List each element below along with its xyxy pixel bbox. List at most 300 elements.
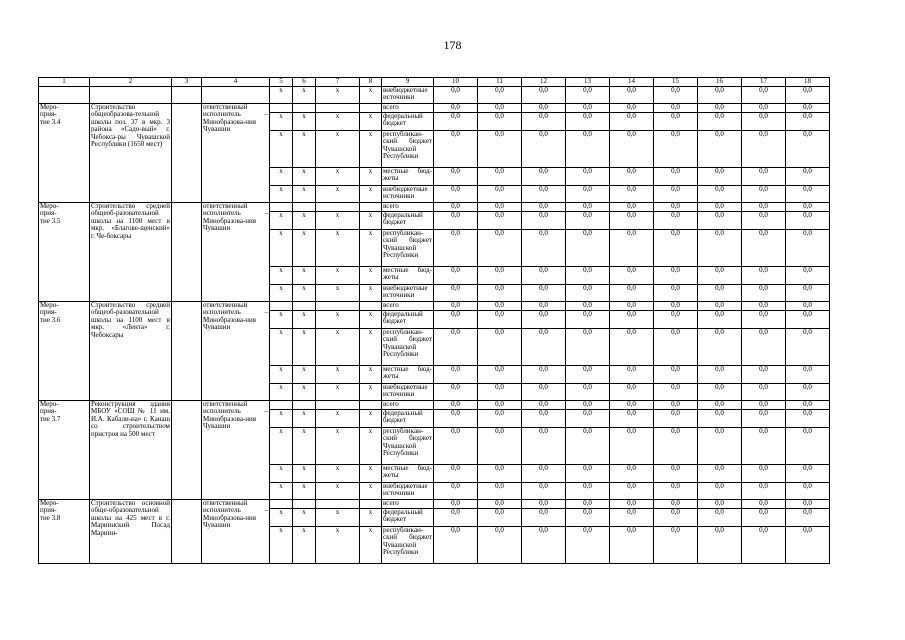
value-cell: 0,0 (610, 212, 654, 230)
x-mark-cell: х (360, 168, 382, 186)
value-cell: 0,0 (522, 428, 566, 465)
x-mark-cell: х (293, 212, 316, 230)
value-cell: 0,0 (434, 410, 478, 428)
value-cell: 0,0 (566, 168, 610, 186)
value-cell: 0,0 (434, 230, 478, 267)
value-cell: 0,0 (698, 500, 742, 509)
value-cell: 0,0 (522, 465, 566, 483)
value-cell: 0,0 (786, 329, 830, 366)
x-mark-cell (316, 302, 360, 311)
x-mark-cell (316, 500, 360, 509)
value-cell: 0,0 (742, 401, 786, 410)
column-number: 3 (172, 78, 202, 87)
x-mark-cell: х (360, 87, 382, 104)
value-cell: 0,0 (654, 113, 698, 131)
value-cell: 0,0 (434, 131, 478, 168)
x-mark-cell: х (293, 410, 316, 428)
value-cell: 0,0 (610, 410, 654, 428)
value-cell: 0,0 (522, 527, 566, 564)
value-cell: 0,0 (610, 285, 654, 302)
value-cell: 0,0 (786, 186, 830, 203)
x-mark-cell (360, 203, 382, 212)
value-cell: 0,0 (698, 212, 742, 230)
value-cell: 0,0 (654, 267, 698, 285)
value-cell: 0,0 (698, 285, 742, 302)
x-mark-cell: х (270, 428, 293, 465)
funding-source-cell: всего (382, 104, 434, 113)
value-cell: 0,0 (786, 212, 830, 230)
value-cell: 0,0 (522, 87, 566, 104)
funding-source-cell: внебюджетные источники (382, 87, 434, 104)
value-cell: 0,0 (434, 285, 478, 302)
x-mark-cell: х (270, 483, 293, 500)
x-mark-cell: х (316, 212, 360, 230)
funding-source-cell: всего (382, 401, 434, 410)
value-cell: 0,0 (566, 230, 610, 267)
value-cell: 0,0 (610, 168, 654, 186)
event-label: Меро- прия- тие 3.5 (40, 202, 61, 225)
value-cell: 0,0 (654, 329, 698, 366)
x-mark-cell: х (270, 267, 293, 285)
value-cell: 0,0 (522, 285, 566, 302)
value-cell: 0,0 (478, 329, 522, 366)
value-cell: 0,0 (654, 311, 698, 329)
column-number: 5 (270, 78, 293, 87)
responsible-executor: ответственный исполнитель – Минобразова-ния Чувашии (203, 499, 268, 530)
funding-source-cell: всего (382, 302, 434, 311)
funding-source-cell: местные бюд-жеты (382, 465, 434, 483)
x-mark-cell: х (293, 311, 316, 329)
value-cell: 0,0 (786, 410, 830, 428)
x-mark-cell: х (293, 329, 316, 366)
funding-source-cell: федеральный бюджет (382, 212, 434, 230)
x-mark-cell: х (270, 168, 293, 186)
value-cell: 0,0 (610, 131, 654, 168)
value-cell: 0,0 (478, 203, 522, 212)
event-label-cell (39, 500, 90, 564)
x-mark-cell: х (270, 212, 293, 230)
responsible-executor: ответственный исполнитель – Минобразова-ния Чувашии (203, 202, 268, 233)
x-mark-cell: х (360, 366, 382, 384)
x-mark-cell (316, 401, 360, 410)
value-cell: 0,0 (654, 285, 698, 302)
column-number: 17 (742, 78, 786, 87)
value-cell: 0,0 (478, 410, 522, 428)
value-cell: 0,0 (786, 500, 830, 509)
x-mark-cell: х (270, 113, 293, 131)
value-cell: 0,0 (742, 465, 786, 483)
value-cell: 0,0 (478, 131, 522, 168)
x-mark-cell: х (270, 131, 293, 168)
value-cell: 0,0 (478, 267, 522, 285)
x-mark-cell: х (293, 113, 316, 131)
value-cell: 0,0 (654, 483, 698, 500)
value-cell: 0,0 (566, 87, 610, 104)
funding-source-cell: всего (382, 500, 434, 509)
x-mark-cell: х (293, 131, 316, 168)
value-cell: 0,0 (434, 483, 478, 500)
value-cell: 0,0 (742, 104, 786, 113)
value-cell: 0,0 (742, 329, 786, 366)
event-label: Меро- прия- тие 3.4 (40, 103, 61, 126)
responsible-executor: ответственный исполнитель – Минобразова-ния Чувашии (203, 103, 268, 134)
x-mark-cell: х (316, 483, 360, 500)
value-cell: 0,0 (478, 168, 522, 186)
value-cell: 0,0 (522, 500, 566, 509)
x-mark-cell: х (316, 311, 360, 329)
column-number: 9 (382, 78, 434, 87)
value-cell: 0,0 (478, 500, 522, 509)
x-mark-cell: х (293, 168, 316, 186)
value-cell: 0,0 (478, 212, 522, 230)
value-cell: 0,0 (610, 113, 654, 131)
value-cell: 0,0 (786, 168, 830, 186)
value-cell: 0,0 (434, 500, 478, 509)
funding-source-cell: внебюджетные источники (382, 186, 434, 203)
value-cell: 0,0 (478, 285, 522, 302)
column-number: 4 (202, 78, 270, 87)
x-mark-cell: х (293, 186, 316, 203)
value-cell: 0,0 (786, 131, 830, 168)
x-mark-cell: х (316, 384, 360, 401)
value-cell: 0,0 (786, 87, 830, 104)
value-cell: 0,0 (786, 311, 830, 329)
value-cell: 0,0 (698, 428, 742, 465)
value-cell: 0,0 (434, 329, 478, 366)
value-cell: 0,0 (654, 203, 698, 212)
value-cell: 0,0 (610, 401, 654, 410)
event-description: Строительство основной обще-образовательной школы на 425 мест в г. Мариинский Посад Мариин- (91, 499, 170, 537)
value-cell: 0,0 (434, 311, 478, 329)
value-cell: 0,0 (698, 113, 742, 131)
x-mark-cell: х (360, 285, 382, 302)
value-cell: 0,0 (478, 186, 522, 203)
value-cell: 0,0 (522, 186, 566, 203)
x-mark-cell: х (270, 527, 293, 564)
funding-source-cell: местные бюд-жеты (382, 168, 434, 186)
table-row (39, 203, 830, 212)
value-cell: 0,0 (654, 87, 698, 104)
x-mark-cell: х (316, 230, 360, 267)
value-cell: 0,0 (654, 186, 698, 203)
value-cell: 0,0 (698, 401, 742, 410)
x-mark-cell: х (360, 509, 382, 527)
value-cell: 0,0 (698, 168, 742, 186)
value-cell: 0,0 (654, 230, 698, 267)
x-mark-cell: х (360, 384, 382, 401)
responsible-cell (202, 401, 270, 500)
value-cell: 0,0 (566, 285, 610, 302)
funding-source-cell: республикан-ский бюджет Чувашской Республики (382, 131, 434, 168)
column-number: 16 (698, 78, 742, 87)
value-cell: 0,0 (698, 311, 742, 329)
value-cell: 0,0 (522, 203, 566, 212)
value-cell: 0,0 (566, 366, 610, 384)
event-description-cell (90, 401, 172, 500)
value-cell: 0,0 (698, 465, 742, 483)
value-cell: 0,0 (742, 168, 786, 186)
x-mark-cell: х (360, 483, 382, 500)
value-cell: 0,0 (786, 104, 830, 113)
value-cell: 0,0 (786, 366, 830, 384)
x-mark-cell: х (293, 483, 316, 500)
funding-source-cell: внебюджетные источники (382, 483, 434, 500)
value-cell: 0,0 (434, 212, 478, 230)
value-cell: 0,0 (610, 87, 654, 104)
funding-source-cell: республикан-ский бюджет Чувашской Республики (382, 527, 434, 564)
page-number: 178 (443, 38, 462, 52)
x-mark-cell: х (270, 509, 293, 527)
blank-cell (172, 87, 202, 104)
value-cell: 0,0 (742, 509, 786, 527)
x-mark-cell: х (316, 366, 360, 384)
value-cell: 0,0 (654, 366, 698, 384)
value-cell: 0,0 (742, 428, 786, 465)
value-cell: 0,0 (434, 401, 478, 410)
value-cell: 0,0 (566, 311, 610, 329)
funding-source-cell: федеральный бюджет (382, 410, 434, 428)
value-cell: 0,0 (698, 267, 742, 285)
x-mark-cell (316, 203, 360, 212)
value-cell: 0,0 (522, 384, 566, 401)
value-cell: 0,0 (478, 401, 522, 410)
value-cell: 0,0 (698, 329, 742, 366)
x-mark-cell: х (360, 311, 382, 329)
x-mark-cell: х (293, 87, 316, 104)
value-cell: 0,0 (434, 113, 478, 131)
value-cell: 0,0 (522, 267, 566, 285)
value-cell: 0,0 (610, 384, 654, 401)
value-cell: 0,0 (610, 428, 654, 465)
x-mark-cell: х (270, 384, 293, 401)
table-row (39, 104, 830, 113)
value-cell: 0,0 (742, 267, 786, 285)
value-cell: 0,0 (566, 113, 610, 131)
value-cell: 0,0 (566, 267, 610, 285)
x-mark-cell: х (360, 186, 382, 203)
value-cell: 0,0 (610, 366, 654, 384)
event-label: Меро- прия- тие 3.7 (40, 400, 61, 423)
value-cell: 0,0 (786, 285, 830, 302)
value-cell: 0,0 (434, 384, 478, 401)
x-mark-cell (270, 203, 293, 212)
value-cell: 0,0 (698, 483, 742, 500)
value-cell: 0,0 (786, 465, 830, 483)
value-cell: 0,0 (566, 527, 610, 564)
x-mark-cell: х (316, 267, 360, 285)
value-cell: 0,0 (654, 212, 698, 230)
value-cell: 0,0 (522, 410, 566, 428)
value-cell: 0,0 (698, 366, 742, 384)
event-description-cell (90, 203, 172, 302)
value-cell: 0,0 (478, 527, 522, 564)
x-mark-cell: х (316, 428, 360, 465)
x-mark-cell (293, 203, 316, 212)
responsible-cell (202, 500, 270, 564)
value-cell: 0,0 (654, 509, 698, 527)
column-number: 11 (478, 78, 522, 87)
value-cell: 0,0 (786, 527, 830, 564)
value-cell: 0,0 (434, 465, 478, 483)
value-cell: 0,0 (654, 500, 698, 509)
value-cell: 0,0 (698, 203, 742, 212)
x-mark-cell: х (316, 285, 360, 302)
x-mark-cell: х (360, 329, 382, 366)
value-cell: 0,0 (742, 483, 786, 500)
x-mark-cell: х (316, 131, 360, 168)
value-cell: 0,0 (522, 401, 566, 410)
value-cell: 0,0 (654, 302, 698, 311)
x-mark-cell (316, 104, 360, 113)
value-cell: 0,0 (698, 410, 742, 428)
funding-source-cell: внебюджетные источники (382, 285, 434, 302)
value-cell: 0,0 (610, 104, 654, 113)
table-row (39, 87, 830, 104)
value-cell: 0,0 (610, 527, 654, 564)
value-cell: 0,0 (434, 104, 478, 113)
column-number: 15 (654, 78, 698, 87)
value-cell: 0,0 (566, 410, 610, 428)
value-cell: 0,0 (742, 186, 786, 203)
value-cell: 0,0 (566, 203, 610, 212)
value-cell: 0,0 (522, 366, 566, 384)
value-cell: 0,0 (742, 366, 786, 384)
value-cell: 0,0 (434, 366, 478, 384)
value-cell: 0,0 (478, 302, 522, 311)
value-cell: 0,0 (610, 311, 654, 329)
value-cell: 0,0 (698, 527, 742, 564)
x-mark-cell (360, 401, 382, 410)
value-cell: 0,0 (786, 509, 830, 527)
funding-source-cell: республикан-ский бюджет Чувашской Республики (382, 329, 434, 366)
x-mark-cell: х (360, 527, 382, 564)
value-cell: 0,0 (610, 483, 654, 500)
x-mark-cell: х (316, 186, 360, 203)
value-cell: 0,0 (478, 230, 522, 267)
column-number: 1 (39, 78, 90, 87)
budget-table (38, 77, 830, 564)
x-mark-cell (360, 104, 382, 113)
value-cell: 0,0 (522, 329, 566, 366)
value-cell: 0,0 (522, 168, 566, 186)
event-description-cell (90, 87, 172, 104)
value-cell: 0,0 (742, 384, 786, 401)
value-cell: 0,0 (522, 104, 566, 113)
value-cell: 0,0 (522, 302, 566, 311)
value-cell: 0,0 (610, 329, 654, 366)
value-cell: 0,0 (742, 212, 786, 230)
funding-source-cell: федеральный бюджет (382, 113, 434, 131)
x-mark-cell: х (316, 329, 360, 366)
table-row (39, 302, 830, 311)
x-mark-cell: х (316, 87, 360, 104)
x-mark-cell: х (270, 285, 293, 302)
value-cell: 0,0 (478, 104, 522, 113)
value-cell: 0,0 (478, 87, 522, 104)
table-row (39, 401, 830, 410)
value-cell: 0,0 (742, 410, 786, 428)
x-mark-cell: х (316, 527, 360, 564)
value-cell: 0,0 (566, 500, 610, 509)
column-number: 8 (360, 78, 382, 87)
x-mark-cell: х (270, 410, 293, 428)
value-cell: 0,0 (610, 500, 654, 509)
value-cell: 0,0 (654, 410, 698, 428)
value-cell: 0,0 (610, 186, 654, 203)
table-body (39, 87, 830, 564)
value-cell: 0,0 (654, 527, 698, 564)
value-cell: 0,0 (698, 230, 742, 267)
x-mark-cell: х (293, 267, 316, 285)
value-cell: 0,0 (698, 186, 742, 203)
x-mark-cell: х (316, 509, 360, 527)
x-mark-cell: х (270, 465, 293, 483)
x-mark-cell: х (293, 230, 316, 267)
value-cell: 0,0 (566, 186, 610, 203)
column-number: 2 (90, 78, 172, 87)
event-label-cell (39, 203, 90, 302)
value-cell: 0,0 (522, 212, 566, 230)
x-mark-cell: х (316, 410, 360, 428)
x-mark-cell: х (270, 230, 293, 267)
x-mark-cell: х (360, 113, 382, 131)
value-cell: 0,0 (786, 428, 830, 465)
value-cell: 0,0 (478, 465, 522, 483)
value-cell: 0,0 (478, 311, 522, 329)
responsible-executor: ответственный исполнитель – Минобразова-ния Чувашии (203, 400, 268, 431)
value-cell: 0,0 (654, 401, 698, 410)
value-cell: 0,0 (786, 113, 830, 131)
funding-source-cell: местные бюд-жеты (382, 267, 434, 285)
event-description: Строительство средней общеоб-разовательной школы на 1100 мест в мкр. «Лента» г. Чебоксары (91, 301, 170, 339)
value-cell: 0,0 (522, 311, 566, 329)
value-cell: 0,0 (786, 302, 830, 311)
value-cell: 0,0 (654, 465, 698, 483)
event-description: Строительство общеобразова-тельной школы поз. 37 в мкр. 3 района «Садо-вый» г. Чебокса-ры Чувашской Республики (1650 мест) (91, 103, 170, 149)
value-cell: 0,0 (742, 311, 786, 329)
value-cell: 0,0 (654, 131, 698, 168)
value-cell: 0,0 (742, 131, 786, 168)
x-mark-cell: х (270, 186, 293, 203)
event-description: Строительство средней общеоб-разовательной школы на 1100 мест в мкр. «Благове-щенский» г. Че-боксары (91, 202, 170, 240)
value-cell: 0,0 (698, 384, 742, 401)
value-cell: 0,0 (566, 483, 610, 500)
x-mark-cell (270, 401, 293, 410)
responsible-executor: ответственный исполнитель – Минобразова-ния Чувашии (203, 301, 268, 332)
column-number: 13 (566, 78, 610, 87)
value-cell: 0,0 (786, 230, 830, 267)
value-cell: 0,0 (698, 131, 742, 168)
responsible-cell (202, 87, 270, 104)
value-cell: 0,0 (566, 384, 610, 401)
value-cell: 0,0 (478, 384, 522, 401)
x-mark-cell: х (316, 168, 360, 186)
funding-source-cell: республикан-ский бюджет Чувашской Республики (382, 428, 434, 465)
responsible-cell (202, 302, 270, 401)
x-mark-cell (360, 302, 382, 311)
blank-cell (172, 302, 202, 401)
value-cell: 0,0 (434, 168, 478, 186)
event-description-cell (90, 104, 172, 203)
value-cell: 0,0 (522, 483, 566, 500)
event-label: Меро- прия- тие 3.6 (40, 301, 61, 324)
x-mark-cell: х (293, 285, 316, 302)
value-cell: 0,0 (434, 267, 478, 285)
blank-cell (172, 500, 202, 564)
value-cell: 0,0 (434, 87, 478, 104)
value-cell: 0,0 (742, 203, 786, 212)
value-cell: 0,0 (742, 527, 786, 564)
